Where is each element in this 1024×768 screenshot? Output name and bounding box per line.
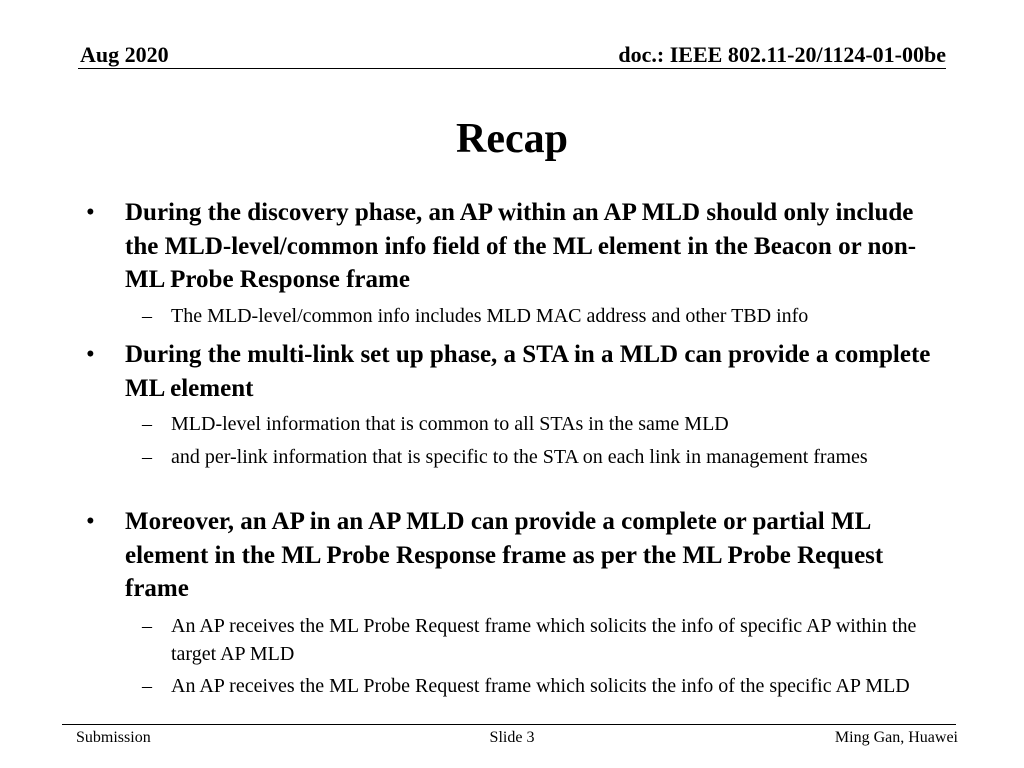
bullet-3-sub-1: [142, 612, 941, 668]
dash-marker: –: [142, 305, 152, 327]
bullet-2: [86, 338, 950, 405]
bullet-3: [86, 505, 950, 606]
bullet-marker: •: [86, 199, 95, 226]
bullet-2-text: During the multi-link set up phase, a STA in a MLD can provide a complete ML element: [125, 341, 931, 402]
header-divider: [78, 68, 946, 69]
header-doc-id: doc.: IEEE 802.11-20/1124-01-00be: [618, 42, 946, 67]
sub-text: An AP receives the ML Probe Request frame which solicits the info of specific AP within the target AP MLD: [171, 615, 917, 665]
sub-text: and per-link information that is specific to the STA on each link in management frames: [171, 446, 868, 468]
dash-marker: –: [142, 675, 152, 697]
header-date: Aug 2020: [80, 42, 169, 67]
sub-text: The MLD-level/common info includes MLD MAC address and other TBD info: [171, 305, 809, 327]
slide-title: Recap: [456, 116, 568, 162]
dash-marker: –: [142, 615, 152, 637]
footer-divider: [62, 724, 956, 725]
bullet-2-sub-2: [142, 443, 941, 471]
bullet-1: [86, 196, 950, 297]
bullet-3-sub-2: [142, 672, 941, 700]
dash-marker: –: [142, 446, 152, 468]
sub-text: An AP receives the ML Probe Request frame which solicits the info of the specific AP MLD: [171, 675, 910, 697]
bullet-marker: •: [86, 508, 95, 535]
bullet-2-sub-1: [142, 410, 941, 438]
bullet-marker: •: [86, 341, 95, 368]
bullet-3-text: Moreover, an AP in an AP MLD can provide a complete or partial ML element in the ML Probe Response frame as per the ML Probe Request frame: [125, 508, 884, 602]
footer-submission: Submission: [76, 729, 151, 746]
sub-text: MLD-level information that is common to all STAs in the same MLD: [171, 413, 729, 435]
footer-slide-number: Slide 3: [489, 729, 535, 746]
bullet-1-sub-1: [142, 302, 941, 330]
footer-author: Ming Gan, Huawei: [834, 729, 958, 746]
dash-marker: –: [142, 413, 152, 435]
bullet-1-text: During the discovery phase, an AP within an AP MLD should only include the MLD-level/common info field of the ML element in the Beacon or non-ML Probe Response frame: [125, 199, 917, 293]
